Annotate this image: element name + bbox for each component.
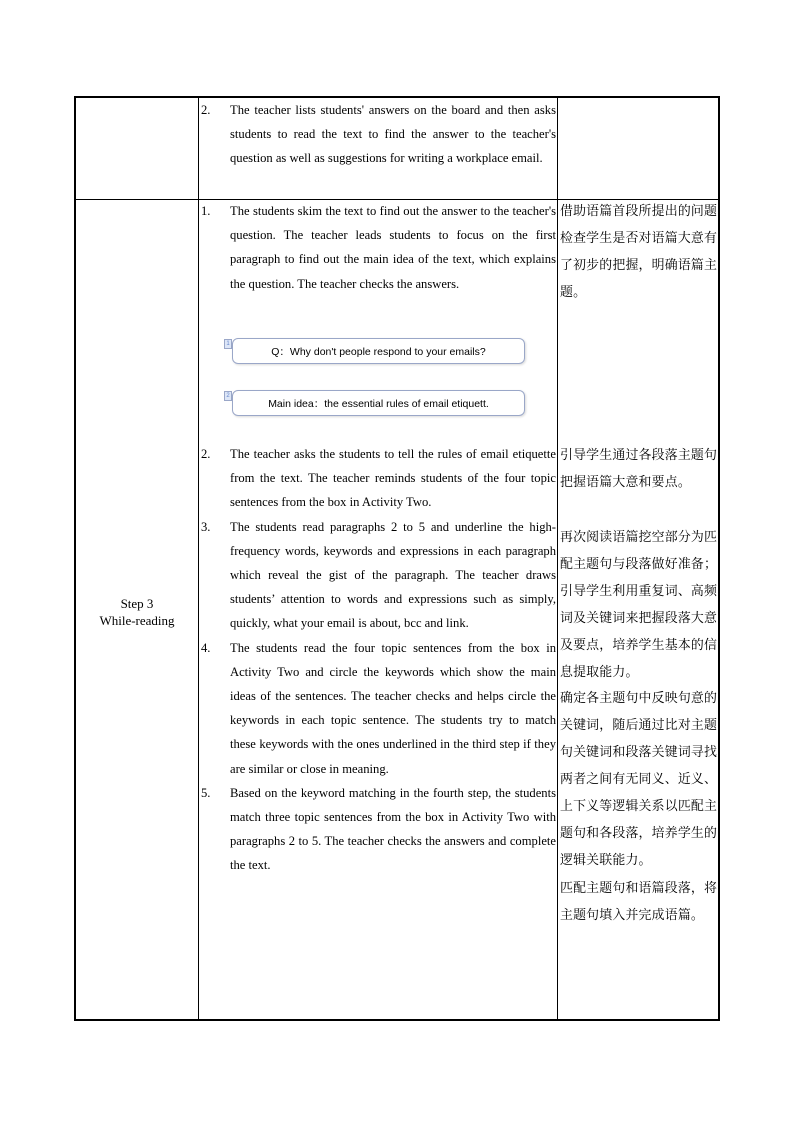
row1-procedure-cell <box>201 98 556 171</box>
item-text: The students read the four topic sentences from the box in Activity Two and circle the keywords which show the main ideas of the sentences. The teacher checks and helps circle the keywords in each topic sentence. The students try to match these keywords with the ones underlined in the third step if they are similar or close in meaning. <box>230 640 556 776</box>
procedure-item <box>201 98 556 171</box>
step-label <box>76 595 198 629</box>
item-number: 2. <box>201 447 211 461</box>
step-name: While-reading <box>99 613 175 628</box>
item-text: The teacher lists students' answers on the board and then asks students to read the text to find the answer to the teacher's question as well as suggestions for writing a workplace email. <box>230 103 556 166</box>
design-note: 借助语篇首段所提出的问题检查学生是否对语篇大意有了初步的把握，明确语篇主题。 <box>560 204 718 300</box>
design-note: 匹配主题句和语篇段落，将主题句填入并完成语篇。 <box>560 881 718 923</box>
row2-procedure-steps2-5 <box>201 442 556 878</box>
procedure-item <box>201 515 556 636</box>
procedure-item <box>201 442 556 515</box>
lesson-plan-table <box>74 96 720 1021</box>
step-number: Step 3 <box>120 596 154 611</box>
item-number: 3. <box>201 519 211 534</box>
design-note: 确定各主题句中反映句意的关键词，随后通过比对主题句关键词和段落关键词寻找两者之间有无同义、近义、上下义等逻辑关系以匹配主题句和各段落，培养学生的逻辑关联能力。 <box>560 691 718 868</box>
item-text: The students skim the text to find out the answer to the teacher's question. The teacher leads students to focus on the first paragraph to find out the main idea of the text, which explains the question. The teacher checks the answers. <box>230 204 556 291</box>
design-note: 引导学生通过各段落主题句把握语篇大意和要点。 <box>560 448 718 490</box>
procedure-item <box>201 199 556 296</box>
item-number: 4. <box>201 640 211 655</box>
item-number: 1. <box>201 204 211 218</box>
design-note: 再次阅读语篇挖空部分为匹配主题句与段落做好准备；引导学生利用重复词、高频词及关键词来把握段落大意及要点，培养学生基本的信息提取能力。 <box>560 530 718 680</box>
item-number: 2. <box>201 103 211 117</box>
item-text: The students read paragraphs 2 to 5 and underline the high-frequency words, keywords and expressions in each paragraph which reveal the gist of the paragraph. The teacher draws students’ attention to words and expressions such as simply, quickly, what your email is about, bcc and link. <box>230 519 556 631</box>
procedure-item <box>201 636 556 781</box>
column-divider <box>198 98 199 1019</box>
row2-procedure-step1 <box>201 199 556 296</box>
item-text: The teacher asks the students to tell the rules of email etiquette from the text. The teacher reminds students of the four topic sentences from the box in Activity Two. <box>230 447 556 510</box>
box-badge: 1 <box>224 339 232 349</box>
item-number: 5. <box>201 785 211 800</box>
main-idea-box <box>232 390 525 416</box>
question-text: Q：Why don't people respond to your emails? <box>271 345 486 358</box>
procedure-item <box>201 781 556 878</box>
item-text: Based on the keyword matching in the fourth step, the students match three topic sentences from the box in Activity Two with paragraphs 2 to 5. The teacher checks the answers and complete the text. <box>230 785 556 873</box>
column-divider <box>557 98 558 1019</box>
main-idea-text: Main idea：the essential rules of email etiquett. <box>268 397 489 410</box>
question-box <box>232 338 525 364</box>
box-badge: 2 <box>224 391 232 401</box>
